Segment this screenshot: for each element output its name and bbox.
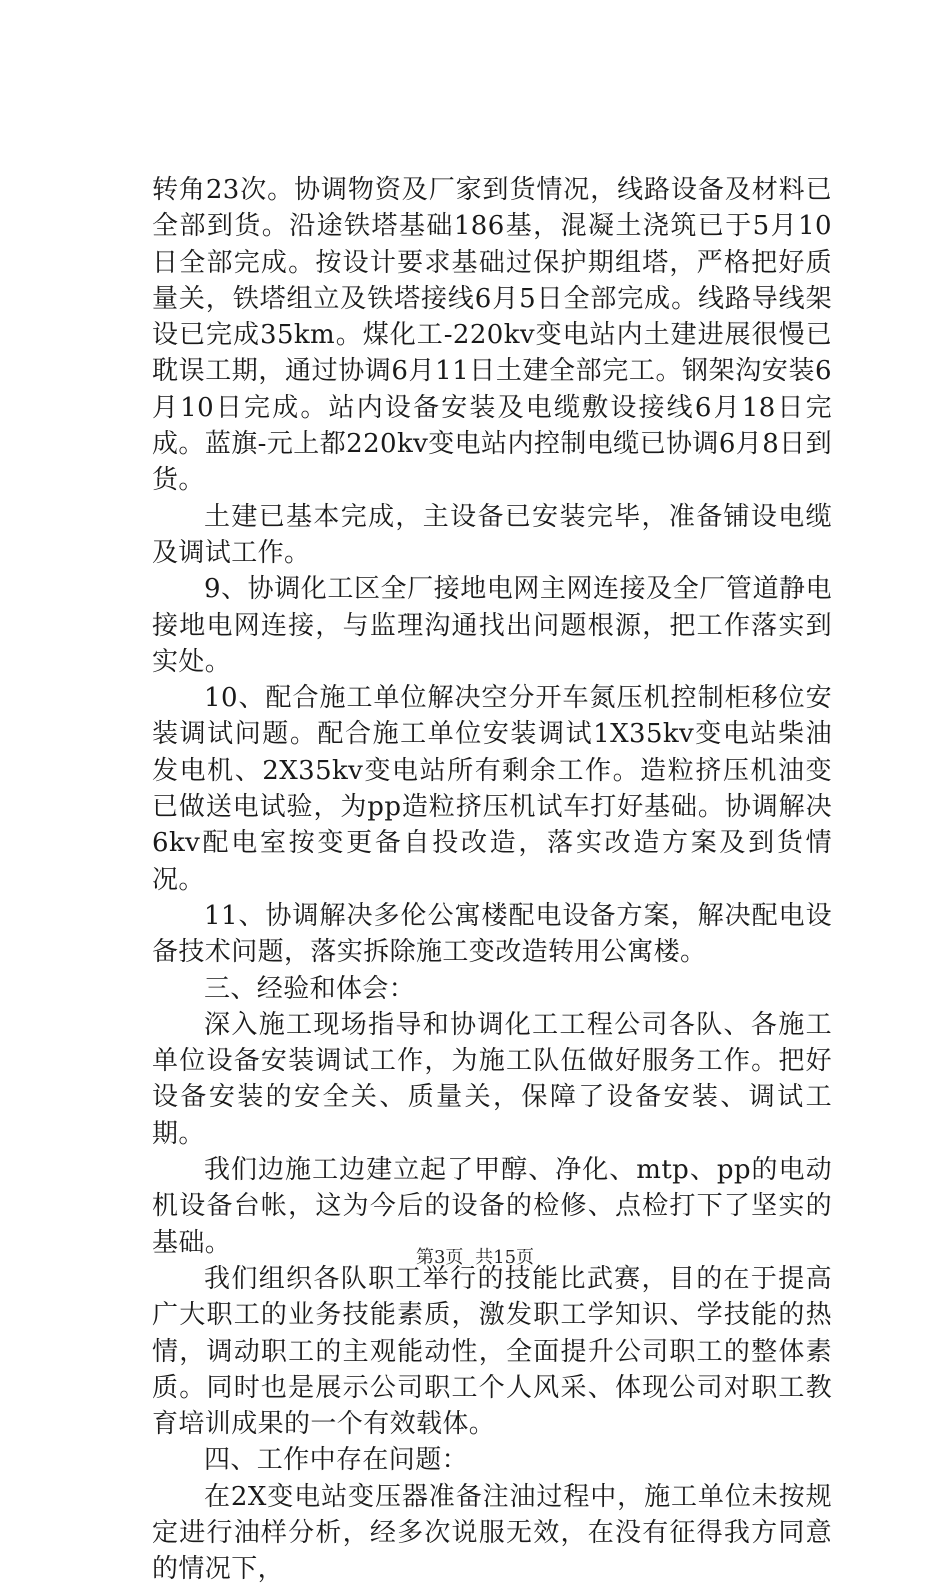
body-paragraph-7: 我们边施工边建立起了甲醇、净化、mtp、pp的电动机设备台帐，这为今后的设备的检修、点检打下了坚实的基础。 [152, 1155, 832, 1258]
body-paragraph-2: 土建已基本完成，主设备已安装完毕，准备铺设电缆及调试工作。 [152, 501, 832, 568]
section-heading-problems: 四、工作中存在问题： [204, 1445, 469, 1476]
body-paragraph-9: 在2X变电站变压器准备注油过程中，施工单位未按规定进行油样分析，经多次说服无效，在没有征得我方同意的情况下， [152, 1481, 832, 1585]
body-paragraph-8: 我们组织各队职工举行的技能比武赛，目的在于提高广大职工的业务技能素质，激发职工学知识、学技能的热情，调动职工的主观能动性，全面提升公司职工的整体素质。同时也是展示公司职工个人风采、体现公司对职工教育培训成果的一个有效载体。 [152, 1263, 832, 1440]
body-paragraph-4: 10、配合施工单位解决空分开车氮压机控制柜移位安装调试问题。配合施工单位安装调试1X35kv变电站柴油发电机、2X35kv变电站所有剩余工作。造粒挤压机油变已做送电试验，为pp造粒挤压机试车打好基础。协调解决6kv配电室按变更备自投改造，落实改造方案及到货情况。 [152, 683, 832, 895]
body-paragraph-1: 转角23次。协调物资及厂家到货情况，线路设备及材料已全部到货。沿途铁塔基础186基，混凝土浇筑已于5月10日全部完成。按设计要求基础过保护期组塔，严格把好质量关，铁塔组立及铁塔接线6月5日全部完成。线路导线架设已完成35km。煤化工-220kv变电站内土建进展很慢已耽误工期，通过协调6月11日土建全部完工。钢架沟安装6月10日完成。站内设备安装及电缆敷设接线6月18日完成。蓝旗-元上都220kv变电站内控制电缆已协调6月8日到货。 [152, 175, 832, 496]
page-number-footer: 第3页 共15页 [415, 1247, 535, 1268]
body-paragraph-5: 11、协调解决多伦公寓楼配电设备方案，解决配电设备技术问题，落实拆除施工变改造转用公寓楼。 [152, 900, 832, 968]
body-paragraph-3: 9、协调化工区全厂接地电网主网连接及全厂管道静电接地电网连接，与监理沟通找出问题根源，把工作落实到实处。 [152, 574, 832, 677]
body-paragraph-6: 深入施工现场指导和协调化工工程公司各队、各施工单位设备安装调试工作，为施工队伍做好服务工作。把好设备安装的安全关、质量关，保障了设备安装、调试工期。 [152, 1009, 832, 1149]
document-body [152, 172, 832, 1588]
section-heading-experience: 三、经验和体会： [204, 973, 416, 1004]
